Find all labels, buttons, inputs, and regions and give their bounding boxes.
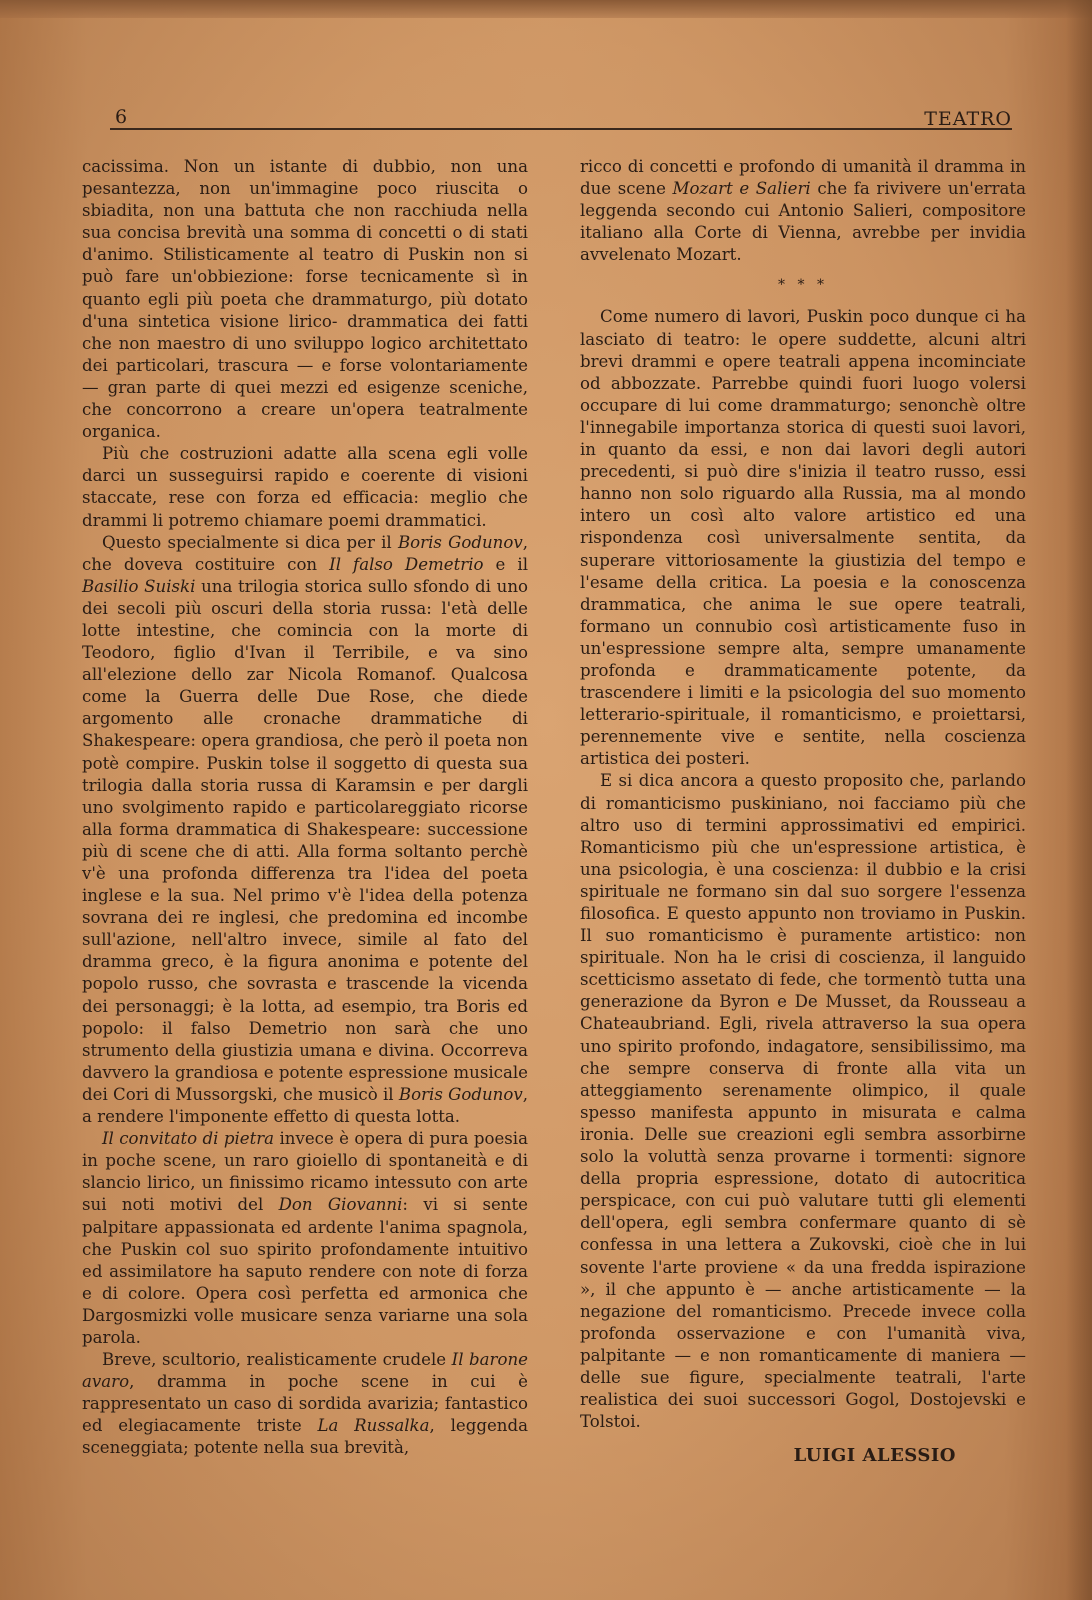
text-run: , leggenda sceneggiata; potente nella sua brevità, <box>82 1416 528 1458</box>
work-title: Basilio Suiski <box>82 576 196 596</box>
text-run: : vi si sente palpitare appassionata ed ardente l'anima spagnola, che Puskin col suo spirito profondamente intuitivo ed assimilatore ha saputo rendere con note di forza e di colore. Opera così perfetta ed armonica che Dargosmizki volle musicare senza variarne una sola parola. <box>82 1195 528 1347</box>
author-signature: LUIGI ALESSIO <box>793 1445 956 1467</box>
work-title: Il barone avaro <box>82 1350 528 1392</box>
text-run: una trilogia storica sullo sfondo di uno dei secoli più oscuri della storia russa: l'età delle lotte intestine, che comincia con la morte di Teodoro, figlio d'Ivan il Terribile, e va sino all'elezione dello zar Nicola Romanof. Qualcosa come la Guerra delle Due Rose, che diede argomento alle cronache drammatiche di Shakespeare: opera grandiosa, che però il poeta non potè compire. Puskin tolse il soggetto di questa sua trilogia dalla storia russa di Karamsin e per dargli uno svolgimento rapido e particolareggiato ricorse alla forma drammatica di Shakespeare: successione più di scene che di atti. Alla forma soltanto perchè v'è una profonda differenza tra l'idea del poeta inglese e la sua. Nel primo v'è l'idea della potenza sovrana dei re inglesi, che predomina ed incombe sull'azione, nell'altro invece, simile al fato del dramma greco, è la figura anonima e potente del popolo russo, che sovrasta e trascende la vicenda dei personaggi; è la lotta, ad esempio, tra Boris ed popolo: il falso Demetrio non sarà che uno strumento della giustizia umana e divina. Occorreva davvero la grandiosa e potente espressione musicale dei Cori di Mussorgski, che musicò il <box>82 576 528 1104</box>
work-title: Mozart e Salieri <box>672 179 811 199</box>
text-run: , dramma in poche scene in cui è rappresentato un caso di sordida avarizia; fantastico ed elegiacamente triste <box>82 1372 528 1436</box>
work-title: Boris Godunov <box>398 1084 523 1104</box>
paragraph: cacissima. Non un istante di dubbio, non una pesantezza, non un'immagine poco riuscita o sbiadita, non una battuta che non racchiuda nella sua concisa brevità una somma di concetti o di stati d'animo. Stilisticamente al teatro di Puskin non si può fare un'obbiezione: forse tecnicamente sì in quanto egli più poeta che drammaturgo, più dotato d'una sintetica visione lirico- drammatica dei fatti che non maestro di uno sviluppo logico architettato dei particolari, trascura — e forse volontariamente — gran parte di quei mezzi ed esigenze sceniche, che concorrono a creare un'opera teatralmente organica. <box>82 157 528 442</box>
text-run: , che doveva costituire con <box>82 532 528 574</box>
right-column <box>580 156 1026 1467</box>
text-run: che fa rivivere un'errata leggenda secondo cui Antonio Salieri, compositore italiano alla Corte di Vienna, avrebbe per invidia avvelenato Mozart. <box>580 179 1026 265</box>
text-run: , a rendere l'imponente effetto di questa lotta. <box>82 1084 528 1127</box>
text-run: Breve, scultorio, realisticamente crudele <box>102 1350 452 1370</box>
work-title: La Russalka <box>317 1416 430 1436</box>
text-run: ricco di concetti e profondo di umanità il dramma in due scene <box>580 157 1026 199</box>
page-right-edge <box>1066 0 1092 1600</box>
work-title: Boris Godunov <box>397 532 523 552</box>
text-run: Questo specialmente si dica per il <box>102 532 398 552</box>
running-head: TEATRO <box>924 108 1012 130</box>
paragraph <box>82 1349 528 1459</box>
page-number: 6 <box>115 106 128 128</box>
section-asterism: * * * <box>778 277 828 294</box>
paragraph <box>82 1128 528 1349</box>
paragraph: Più che costruzioni adatte alla scena egli volle darci un susseguirsi rapido e coerente di visioni staccate, rese con forza ed efficacia: meglio che drammi li potremo chiamare poemi drammatici. <box>82 444 528 530</box>
paragraph: E si dica ancora a questo proposito che, parlando di romanticismo puskiniano, noi facciamo più che altro uso di termini approssimativi ed empirici. Romanticismo più che un'espressione artistica, è una psicologia, è una coscienza: il dubbio e la crisi spirituale ne formano sin dal suo sorgere l'essenza filosofica. E questo appunto non troviamo in Puskin. Il suo romanticismo è puramente artistico: non spirituale. Non ha le crisi di coscienza, il languido scetticismo assetato di fede, che tormentò tutta una generazione da Byron e De Musset, da Rousseau a Chateaubriand. Egli, rivela attraverso la sua opera uno spirito profondo, indagatore, sensibilissimo, ma che sempre conserva di fronte alla vita un atteggiamento serenamente olimpico, il quale spesso manifesta appunto in misurata e calma ironia. Delle sue creazioni egli sembra assorbirne solo la voluttà senza provarne i tormenti: signore della propria espressione, dotato di autocritica perspicace, con cui può valutare tutti gli elementi dell'opera, egli sembra confermare quanto di sè confessa in una lettera a Zukovski, cioè che in lui sovente l'arte proviene « da una fredda ispirazione », il che appunto è — anche artisticamente — la negazione del romanticismo. Precede invece colla profonda osservazione e con l'umanità viva, palpitante — e non romanticamente di maniera — delle sue figure, specialmente teatrali, l'arte realistica dei suoi successori Gogol, Dostojevski e Tolstoi. <box>580 771 1026 1432</box>
paragraph: Come numero di lavori, Puskin poco dunque ci ha lasciato di teatro: le opere suddette, alcuni altri brevi drammi e opere teatrali appena incominciate od abbozzate. Parrebbe quindi fuori luogo volersi occupare di lui come drammaturgo; senonchè oltre l'innegabile importanza storica di questi suoi lavori, in quanto da essi, e non dai lavori degli autori precedenti, si può dire s'inizia il teatro russo, essi hanno non solo riguardo alla Russia, ma al mondo intero un così alto valore artistico ed una rispondenza così universalmente sentita, da superare vittoriosamente la giustizia del tempo e l'esame della critica. La poesia e la conoscenza drammatica, che anima le sue opere teatrali, formano un connubio così artisticamente fuso in un'espressione sempre alta, sempre umanamente profonda e drammaticamente potente, da trascendere i limiti e la psicologia del suo momento letterario-spirituale, il romanticismo, e proiettarsi, perennemente vive e sentite, nella coscienza artistica dei posteri. <box>580 307 1026 769</box>
paragraph <box>580 156 1026 266</box>
text-run: e il <box>483 554 529 574</box>
left-column <box>82 156 528 1460</box>
work-title: Il falso Demetrio <box>329 554 484 574</box>
page-top-edge <box>0 0 1092 18</box>
text-run: invece è opera di pura poesia in poche scene, un raro gioiello di spontaneità e di slancio lirico, un finissimo ricamo intessuto con arte sui noti motivi del <box>82 1129 528 1215</box>
work-title: Il convitato di pietra <box>102 1129 275 1149</box>
paragraph <box>82 532 528 1129</box>
header-rule <box>110 128 1012 130</box>
work-title: Don Giovanni <box>278 1195 403 1215</box>
